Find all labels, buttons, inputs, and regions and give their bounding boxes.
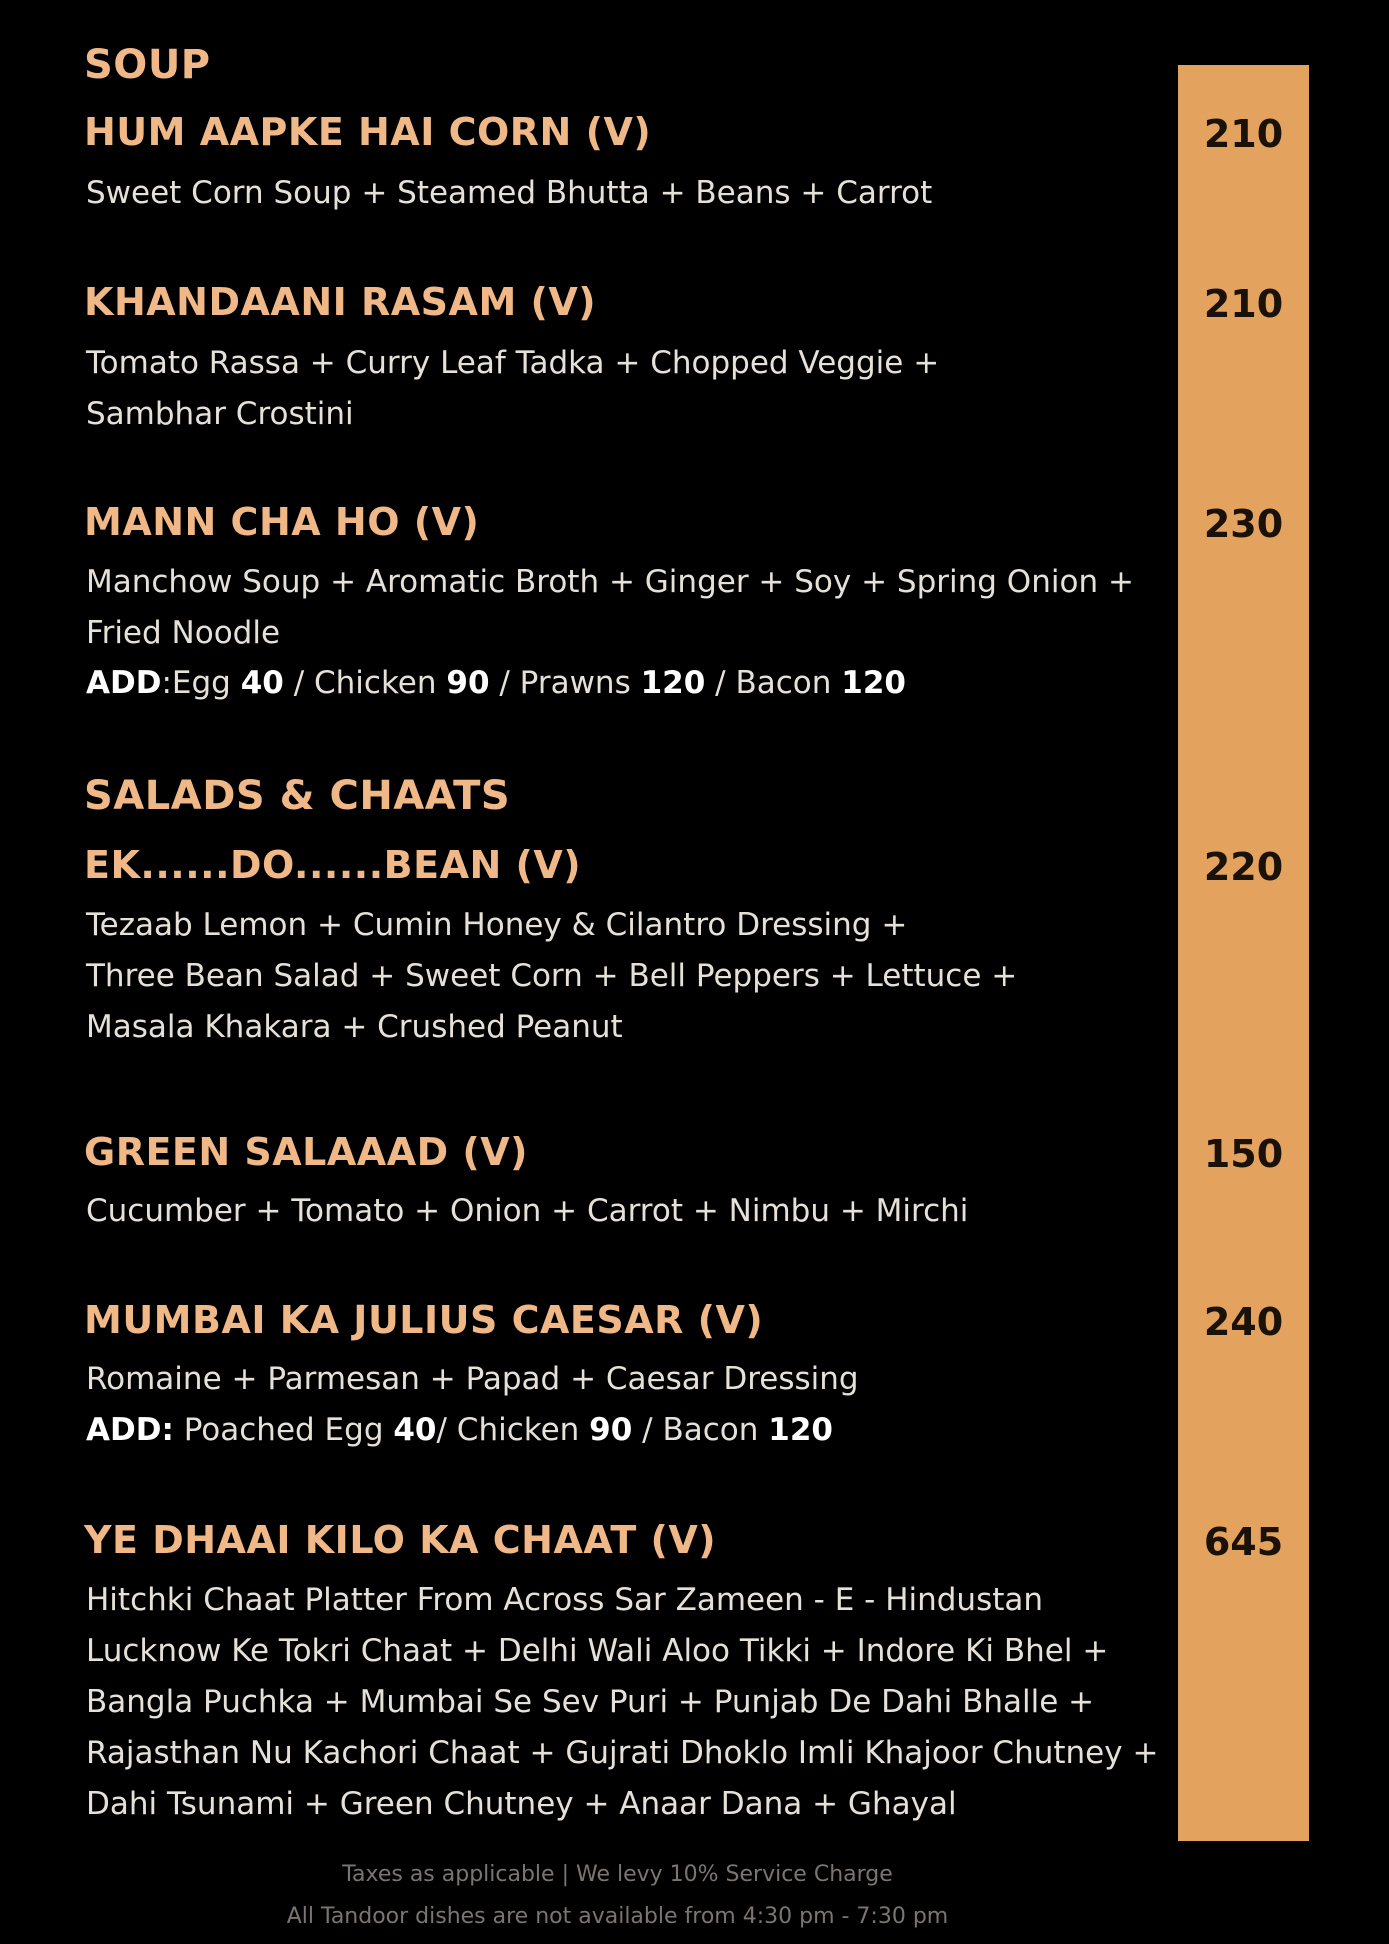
addon-text: / Chicken — [436, 1412, 590, 1448]
addon-price: 120 — [640, 665, 706, 701]
addon-price: 40 — [240, 665, 284, 701]
description-line: Rajasthan Nu Kachori Chaat + Gujrati Dhoklo Imli Khajoor Chutney + — [86, 1735, 1159, 1771]
footer-tandoor-note: All Tandoor dishes are not available from 4:30 pm - 7:30 pm — [286, 1904, 949, 1929]
menu-item-description — [86, 557, 1134, 659]
menu-item-description — [86, 1186, 968, 1237]
addon-price: 120 — [768, 1412, 833, 1448]
section-title-soup: SOUP — [84, 42, 211, 88]
addon-label: ADD — [86, 665, 162, 701]
menu-item-name: EK......DO......BEAN (V) — [84, 843, 582, 887]
menu-item-name: GREEN SALAAAD (V) — [84, 1130, 529, 1174]
description-line: Hitchki Chaat Platter From Across Sar Zameen - E - Hindustan — [86, 1582, 1044, 1618]
description-line: Dahi Tsunami + Green Chutney + Anaar Dana + Ghayal — [86, 1786, 957, 1822]
description-line: Tomato Rassa + Curry Leaf Tadka + Chopped Veggie + — [86, 345, 940, 381]
section-title-salads: SALADS & CHAATS — [84, 773, 511, 819]
menu-item-price: 645 — [1203, 1520, 1284, 1564]
description-line: Fried Noodle — [86, 615, 281, 651]
description-line: Cucumber + Tomato + Onion + Carrot + Nimbu + Mirchi — [86, 1193, 969, 1229]
menu-item-description — [86, 168, 932, 219]
menu-item-description — [86, 338, 939, 440]
menu-item-name: MUMBAI KA JULIUS CAESAR (V) — [84, 1298, 764, 1342]
addon-text: / Bacon — [705, 665, 842, 701]
menu-item-name: MANN CHA HO (V) — [84, 500, 480, 544]
description-line: Tezaab Lemon + Cumin Honey & Cilantro Dressing + — [86, 907, 908, 943]
description-line: Masala Khakara + Crushed Peanut — [86, 1009, 623, 1045]
menu-item-name: YE DHAAI KILO KA CHAAT (V) — [84, 1518, 717, 1562]
addon-text: :Egg — [161, 665, 241, 701]
addon-price: 90 — [589, 1412, 633, 1448]
menu-item-price: 220 — [1203, 845, 1284, 889]
addon-price: 40 — [393, 1412, 437, 1448]
menu-item-name: KHANDAANI RASAM (V) — [84, 280, 597, 324]
addon-text: / Chicken — [283, 665, 447, 701]
price-column-background — [1178, 65, 1309, 1841]
addon-price: 90 — [446, 665, 490, 701]
menu-item-description — [86, 1575, 1158, 1830]
addon-label: ADD: — [86, 1412, 174, 1448]
addon-text: Poached Egg — [173, 1412, 394, 1448]
description-line: Manchow Soup + Aromatic Broth + Ginger + Soy + Spring Onion + — [86, 564, 1134, 600]
menu-item-price: 210 — [1203, 112, 1284, 156]
addon-text: / Prawns — [489, 665, 641, 701]
description-line: Three Bean Salad + Sweet Corn + Bell Peppers + Lettuce + — [86, 958, 1018, 994]
menu-item-price: 230 — [1203, 502, 1284, 546]
description-line: Sweet Corn Soup + Steamed Bhutta + Beans + Carrot — [86, 175, 933, 211]
description-line: Lucknow Ke Tokri Chaat + Delhi Wali Aloo Tikki + Indore Ki Bhel + — [86, 1633, 1109, 1669]
menu-item-description — [86, 900, 1017, 1053]
menu-item-addons — [86, 1412, 833, 1448]
description-line: Sambhar Crostini — [86, 396, 354, 432]
addon-text: / Bacon — [632, 1412, 769, 1448]
menu-item-name: HUM AAPKE HAI CORN (V) — [84, 110, 652, 154]
description-line: Bangla Puchka + Mumbai Se Sev Puri + Punjab De Dahi Bhalle + — [86, 1684, 1095, 1720]
menu-item-description — [86, 1354, 859, 1405]
menu-item-price: 240 — [1203, 1300, 1284, 1344]
addon-price: 120 — [841, 665, 906, 701]
menu-item-addons — [86, 665, 906, 701]
menu-item-price: 210 — [1203, 282, 1284, 326]
footer-tax-note: Taxes as applicable | We levy 10% Service Charge — [342, 1862, 893, 1887]
description-line: Romaine + Parmesan + Papad + Caesar Dressing — [86, 1361, 859, 1397]
menu-item-price: 150 — [1203, 1132, 1284, 1176]
